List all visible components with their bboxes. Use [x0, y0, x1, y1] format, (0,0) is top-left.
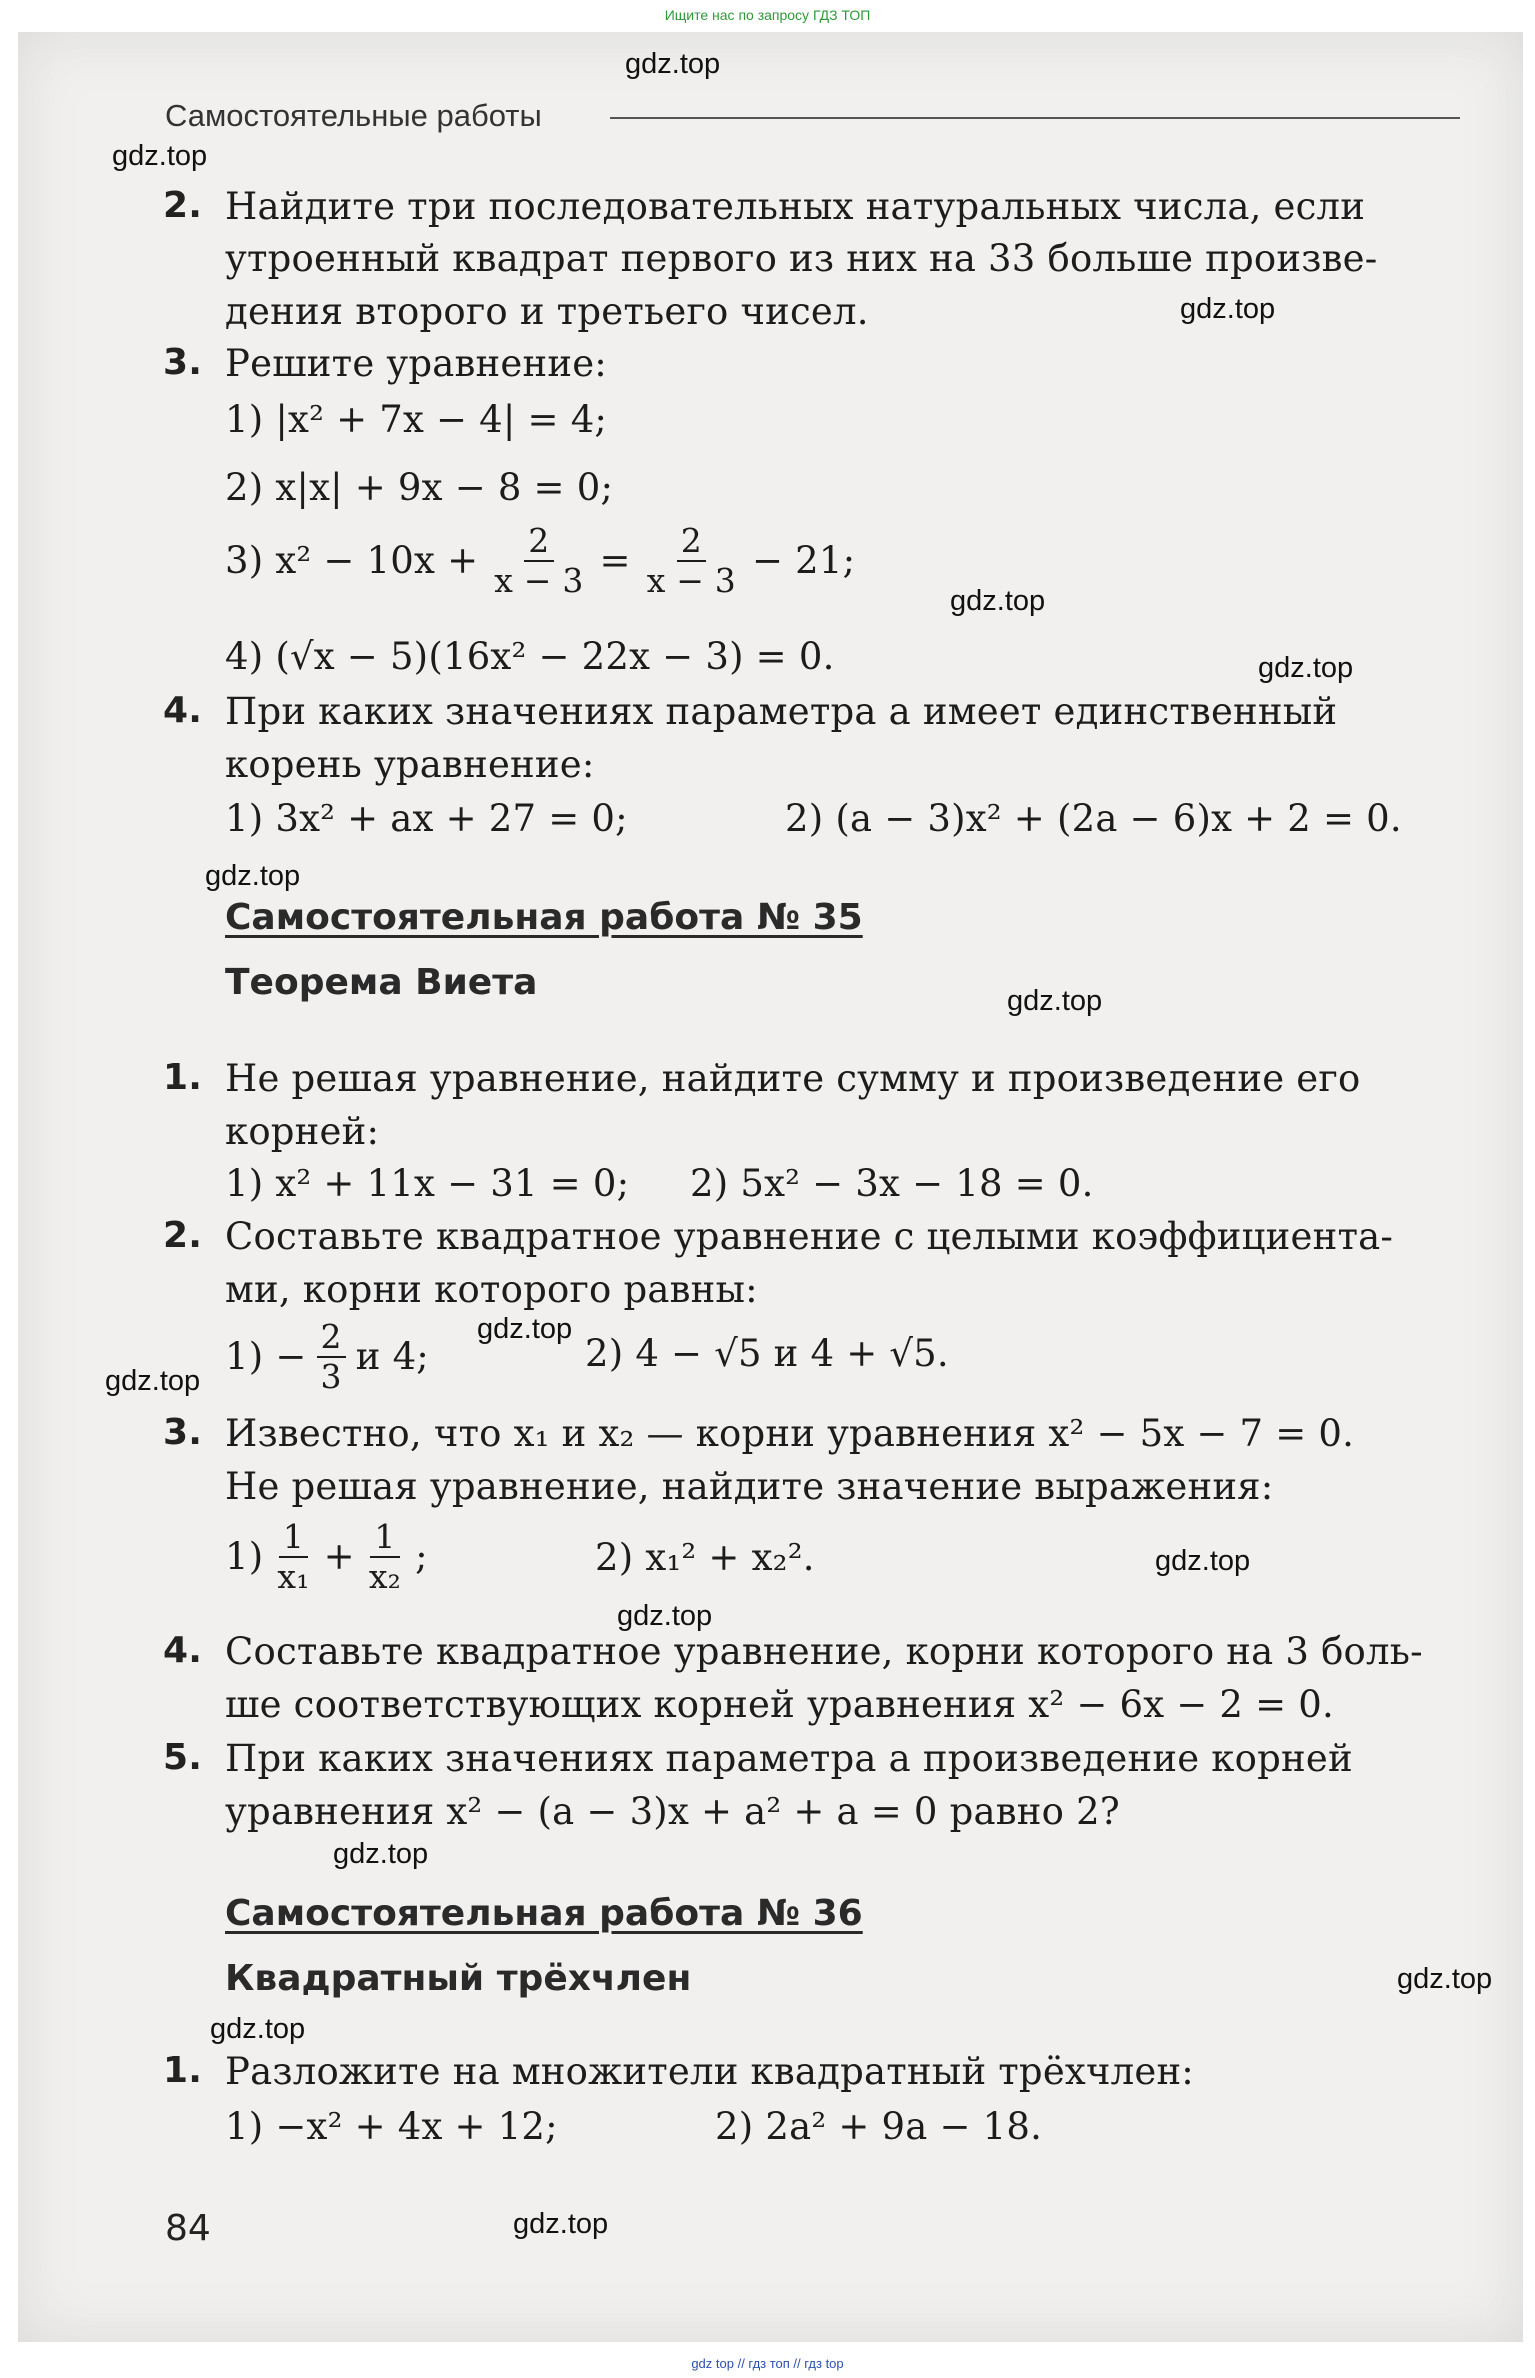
page-number: 84 — [165, 2208, 211, 2249]
watermark: gdz.top — [210, 2013, 306, 2045]
section-subtitle-35: Теорема Виета — [225, 962, 538, 1003]
task-2-line-2: утроенный квадрат первого из них на 33 больше произве- — [225, 237, 1378, 280]
fraction: $\frac{1}{\text{x₁}}$ — [277, 1517, 310, 1596]
sr35-task-2-line-2: ми, корни которого равны: — [225, 1268, 758, 1311]
watermark: gdz.top — [950, 585, 1046, 617]
watermark: gdz.top — [1180, 293, 1276, 325]
running-head: Самостоятельные работы — [165, 98, 542, 133]
task-3-item-4: 4) (√x − 5)(16x² − 22x − 3) = 0. — [225, 635, 835, 678]
task-3-item-2: 2) x|x| + 9x − 8 = 0; — [225, 466, 614, 509]
watermark: gdz.top — [513, 2208, 609, 2240]
bottom-banner[interactable]: gdz top // гдз топ // гдз top — [691, 2356, 844, 2371]
task-4-line-2: корень уравнение: — [225, 743, 595, 786]
watermark: gdz.top — [617, 1600, 713, 1632]
watermark: gdz.top — [1258, 652, 1354, 684]
header-rule — [610, 117, 1460, 119]
section-subtitle-36: Квадратный трёхчлен — [225, 1958, 692, 1999]
fraction: $\frac{2}{3}$ — [317, 1318, 346, 1396]
watermark: gdz.top — [477, 1313, 573, 1345]
watermark: gdz.top — [112, 140, 208, 172]
watermark: gdz.top — [1397, 1963, 1493, 1995]
top-banner[interactable]: Ищите нас по запросу ГДЗ ТОП — [664, 7, 871, 23]
sr35-task-1-line-2: корней: — [225, 1110, 380, 1153]
watermark: gdz.top — [625, 48, 721, 80]
watermark: gdz.top — [1155, 1545, 1251, 1577]
watermark: gdz.top — [333, 1838, 429, 1870]
task-3-item-1: 1) |x² + 7x − 4| = 4; — [225, 398, 608, 441]
task-2-line-3: дения второго и третьего чисел. — [225, 290, 869, 333]
section-title-35: Самостоятельная работа № 35 — [225, 897, 863, 938]
fraction: $\frac{2}{x - 3}$ — [646, 521, 736, 600]
sr35-task-3-line-2: Не решая уравнение, найдите значение выражения: — [225, 1465, 1274, 1508]
section-title-36: Самостоятельная работа № 36 — [225, 1893, 863, 1934]
fraction: $\frac{1}{\text{x₂}}$ — [368, 1517, 402, 1596]
watermark: gdz.top — [205, 860, 301, 892]
fraction: $\frac{2}{x - 3}$ — [494, 521, 584, 600]
watermark: gdz.top — [105, 1365, 201, 1397]
sr35-task-4-line-2: ше соответствующих корней уравнения x² − 6x − 2 = 0. — [225, 1683, 1334, 1726]
sr35-task-5-line-2: уравнения x² − (a − 3)x + a² + a = 0 равно 2? — [225, 1790, 1120, 1833]
watermark: gdz.top — [1007, 985, 1103, 1017]
